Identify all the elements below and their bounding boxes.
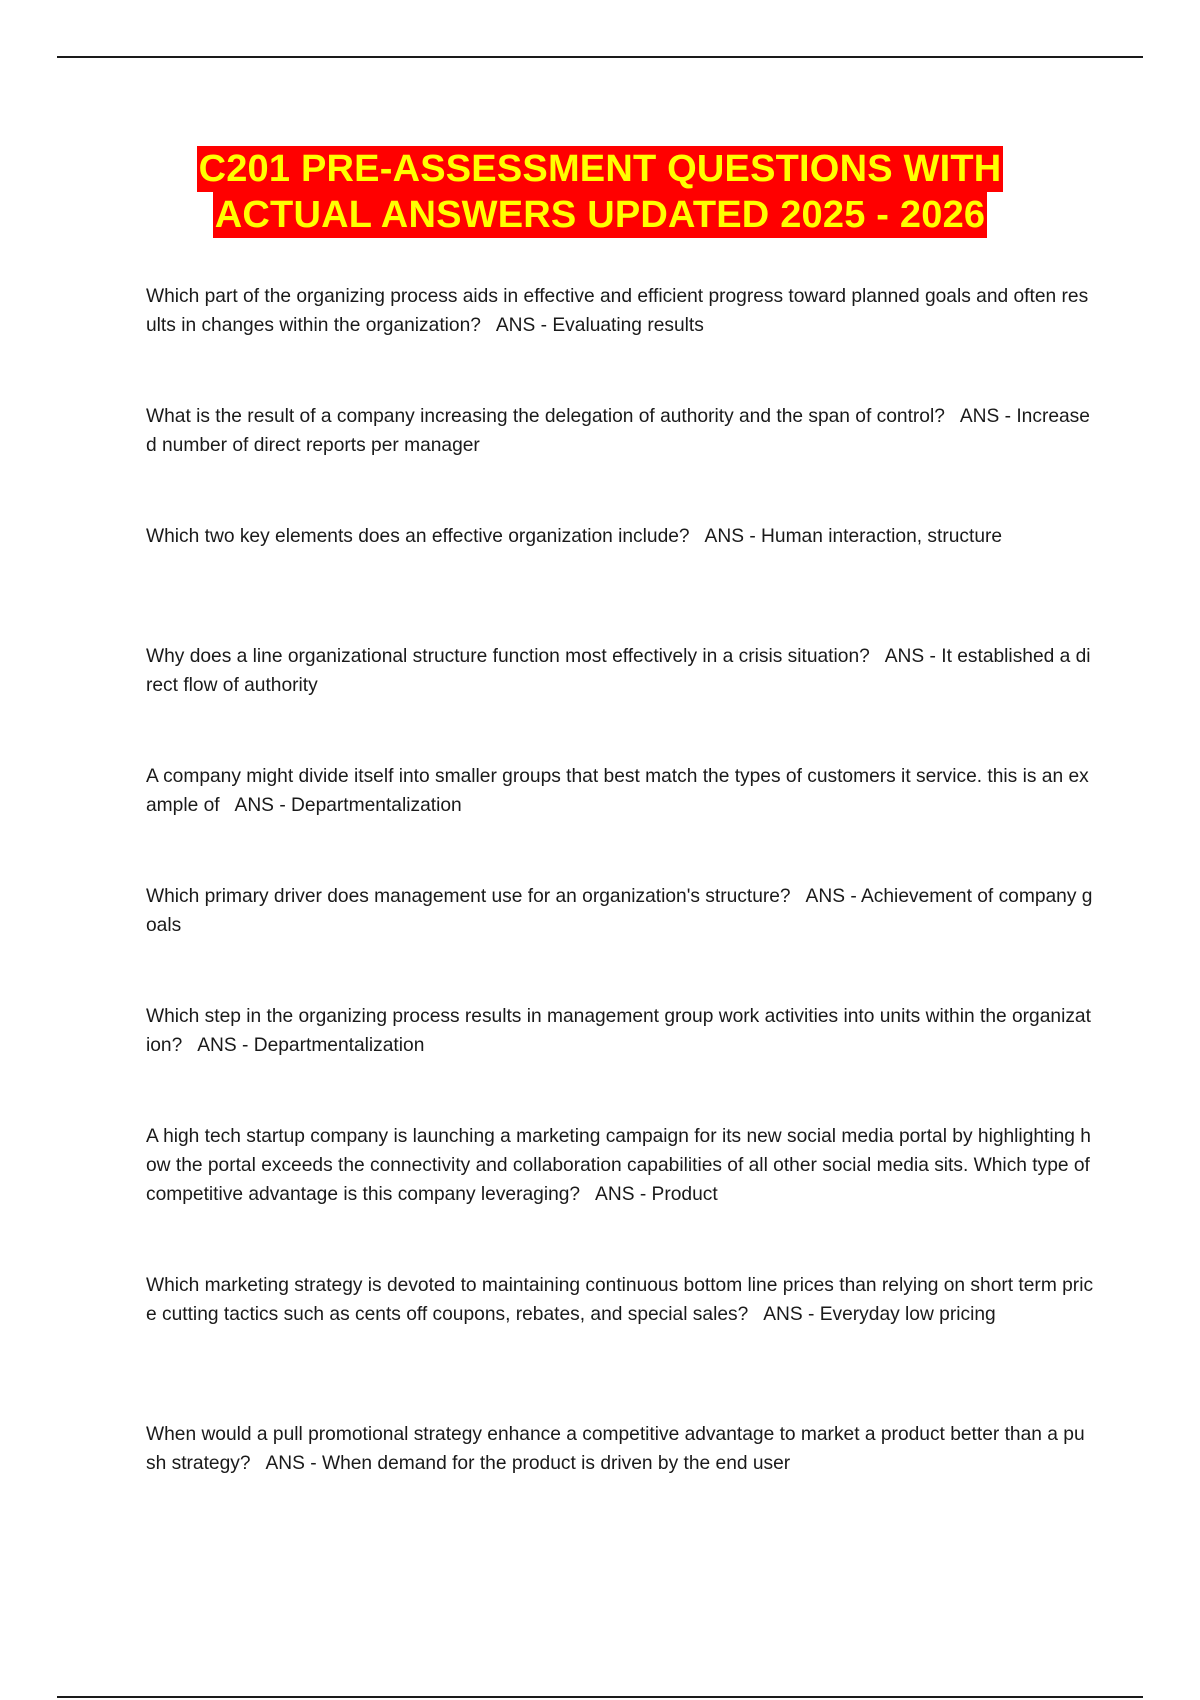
title-line-1: C201 PRE-ASSESSMENT QUESTIONS WITH — [198, 148, 1002, 190]
qa-item — [146, 1002, 1094, 1122]
question-text: Which marketing strategy is devoted to maintaining continuous bottom line prices than relying on short term price cutting tactics such as cents off coupons, rebates, and special sales? — [146, 1275, 1094, 1325]
qa-item — [146, 1271, 1094, 1420]
question-text: Why does a line organizational structure function most effectively in a crisis situation? — [146, 646, 870, 667]
question-text: Which two key elements does an effective organization include? — [146, 526, 690, 547]
answer-text: ANS - Evaluating results — [495, 315, 704, 336]
question-text: A company might divide itself into smaller groups that best match the types of customers it service. this is an example of — [146, 766, 1089, 816]
question-text: A high tech startup company is launching a marketing campaign for its new social media portal by highlighting how the portal exceeds the connectivity and collaboration capabilities of all other social media sits. Which type of competitive advantage is this company leveraging? — [146, 1126, 1091, 1205]
top-rule — [57, 56, 1143, 58]
answer-text: ANS - When demand for the product is driven by the end user — [265, 1453, 791, 1474]
answer-text: ANS - Product — [595, 1184, 718, 1205]
qa-item — [146, 522, 1094, 642]
qa-item — [146, 762, 1094, 882]
document-title — [0, 146, 1200, 238]
qa-list — [146, 282, 1094, 1540]
qa-item — [146, 402, 1094, 522]
question-text: Which primary driver does management use for an organization's structure? — [146, 886, 791, 907]
question-text: What is the result of a company increasing the delegation of authority and the span of control? — [146, 406, 945, 427]
title-line-2: ACTUAL ANSWERS UPDATED 2025 - 2026 — [214, 194, 986, 236]
question-text: When would a pull promotional strategy enhance a competitive advantage to market a product better than a push strategy? — [146, 1424, 1085, 1474]
qa-item — [146, 282, 1094, 402]
answer-text: ANS - It established a direct flow of authority — [146, 646, 1091, 696]
bottom-rule — [57, 1696, 1143, 1698]
qa-item — [146, 1420, 1094, 1540]
qa-item — [146, 642, 1094, 762]
answer-text: ANS - Departmentalization — [234, 795, 462, 816]
answer-text: ANS - Human interaction, structure — [704, 526, 1003, 547]
answer-text: ANS - Achievement of company goals — [146, 886, 1093, 936]
question-text: Which step in the organizing process results in management group work activities into units within the organization? — [146, 1006, 1091, 1056]
qa-item — [146, 882, 1094, 1002]
answer-text: ANS - Departmentalization — [197, 1035, 425, 1056]
answer-text: ANS - Increased number of direct reports per manager — [146, 406, 1090, 456]
question-text: Which part of the organizing process aids in effective and efficient progress toward planned goals and often results in changes within the organization? — [146, 286, 1089, 336]
qa-item — [146, 1122, 1094, 1271]
answer-text: ANS - Everyday low pricing — [763, 1304, 996, 1325]
